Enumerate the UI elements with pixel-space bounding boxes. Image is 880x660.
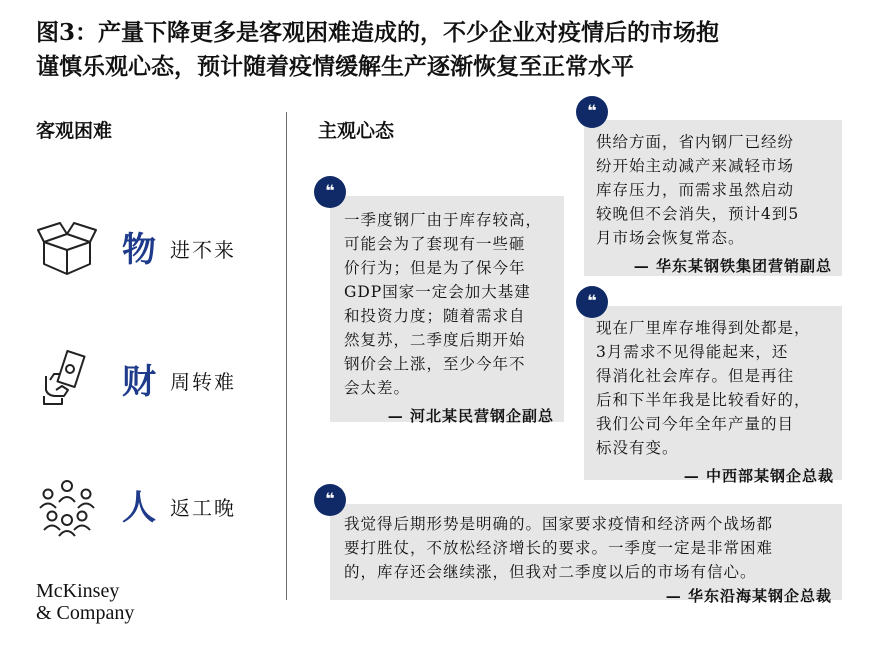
quote-line: 标没有变。 — [596, 439, 679, 457]
obstacle-goods-desc: 进不来 — [170, 238, 236, 262]
quote-card-central-west — [584, 306, 842, 485]
quote-line: 库存压力，而需求虽然启动 — [596, 181, 795, 199]
quote-source: — 中西部某钢企总裁 — [683, 467, 834, 485]
vertical-divider — [286, 112, 287, 600]
quote-mark-icon: ❝ — [576, 96, 608, 128]
obstacle-people — [36, 476, 266, 536]
quote-mark-icon: ❝ — [314, 176, 346, 208]
quote-card-hebei — [330, 196, 564, 425]
quote-line: 我觉得后期形势是明确的。国家要求疫情和经济两个战场都 — [344, 515, 774, 533]
quote-mark-icon: ❝ — [314, 484, 346, 516]
quote-mark-icon: ❝ — [576, 286, 608, 318]
quote-line: 月市场会恢复常态。 — [596, 229, 745, 247]
subjective-mindset-heading: 主观心态 — [318, 120, 395, 142]
obstacle-goods — [36, 218, 266, 278]
obstacle-goods-char: 物 — [122, 230, 156, 270]
quote-line: 会太差。 — [344, 379, 411, 397]
quote-line: 和投资力度；随着需求自 — [344, 307, 526, 325]
logo-line-1: McKinsey — [36, 580, 120, 602]
quote-source: — 华东某钢铁集团营销副总 — [633, 257, 832, 275]
quote-line: 3月需求不见得能起来，还 — [596, 343, 789, 361]
quote-line: 得消化社会库存。但是再往 — [596, 367, 795, 385]
quote-source: — 河北某民营钢企副总 — [387, 407, 554, 425]
quote-text — [596, 130, 832, 250]
logo-line-2: & Company — [36, 602, 135, 624]
quote-line: 可能会为了套现有一些砸 — [344, 235, 526, 253]
quote-line: 一季度钢厂由于库存较高， — [344, 211, 543, 229]
quote-text — [596, 316, 834, 460]
obstacle-people-char: 人 — [122, 488, 156, 528]
obstacle-finance-char: 财 — [122, 362, 156, 402]
quote-line: 较晚但不会消失，预计4到5 — [596, 205, 800, 223]
quote-line: 后和下半年我是比较看好的， — [596, 391, 811, 409]
obstacle-finance-desc: 周转难 — [170, 370, 236, 394]
quote-text — [344, 208, 554, 400]
people-group-icon — [36, 476, 98, 538]
page-title — [36, 16, 856, 84]
quote-line: 钢价会上涨，至少今年不 — [344, 355, 526, 373]
objective-difficulties-heading: 客观困难 — [36, 120, 113, 142]
title-line-2: 谨慎乐观心态，预计随着疫情缓解生产逐渐恢复至正常水平 — [36, 53, 634, 80]
quote-line: 然复苏，二季度后期开始 — [344, 331, 526, 349]
box-icon — [36, 218, 98, 280]
quote-line: 的，库存还会继续涨，但我对二季度以后的市场有信心。 — [344, 563, 757, 581]
quote-source: — 华东沿海某钢企总裁 — [665, 587, 832, 605]
money-hand-icon — [36, 350, 98, 412]
quote-line: 现在厂里库存堆得到处都是， — [596, 319, 811, 337]
quote-card-east-coast — [330, 504, 842, 605]
title-line-1: 图3：产量下降更多是客观困难造成的，不少企业对疫情后的市场抱 — [36, 19, 720, 46]
quote-line: 纷开始主动减产来减轻市场 — [596, 157, 795, 175]
quote-line: 要打胜仗，不放松经济增长的要求。一季度一定是非常困难 — [344, 539, 774, 557]
quote-line: 供给方面，省内钢厂已经纷 — [596, 133, 795, 151]
quote-line: 我们公司今年全年产量的目 — [596, 415, 795, 433]
quote-text — [344, 512, 832, 584]
obstacle-finance — [36, 350, 266, 410]
mckinsey-logo — [36, 580, 134, 624]
obstacle-people-desc: 返工晚 — [170, 496, 236, 520]
quote-line: GDP国家一定会加大基建 — [344, 283, 531, 301]
quote-line: 价行为；但是为了保今年 — [344, 259, 526, 277]
quote-card-east-china — [584, 120, 842, 276]
